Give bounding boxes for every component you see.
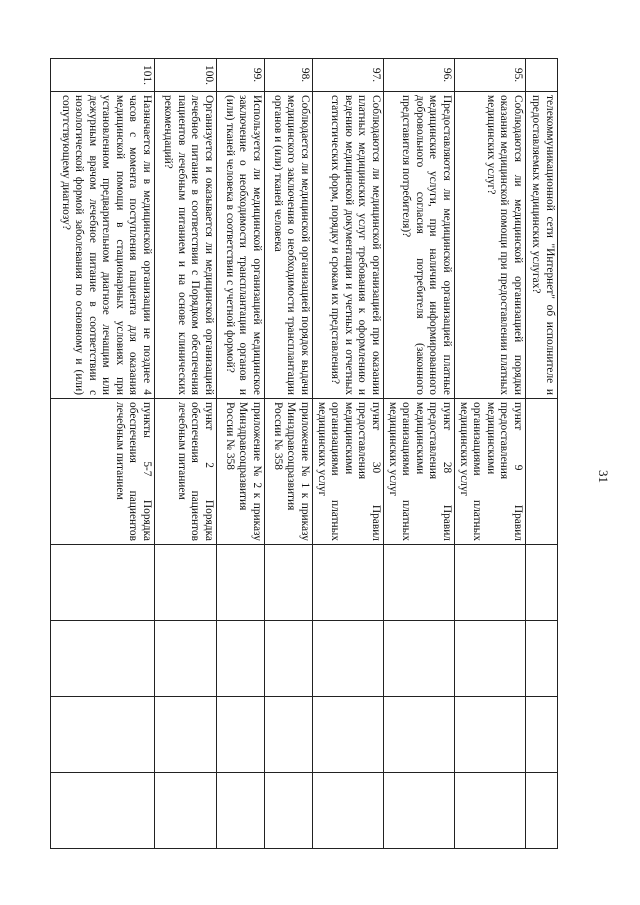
answer-cell: [51, 545, 155, 621]
answer-cell: [384, 773, 455, 849]
answer-cell: [313, 773, 384, 849]
row-number: 100.: [155, 59, 217, 92]
answer-cell: [526, 545, 558, 621]
answer-cell: [313, 697, 384, 773]
row-number: 99.: [217, 59, 265, 92]
row-reference: приложение № 1 к приказу Минздравсоцразвития России № 358: [265, 399, 313, 545]
row-number: 101.: [51, 59, 155, 92]
row-number: [526, 59, 558, 92]
row-reference: пункт 2 Порядка обеспечения пациентов лечебным питанием: [155, 399, 217, 545]
answer-cell: [455, 621, 526, 697]
table-row: [526, 59, 558, 849]
row-question: Назначается ли в медицинской организации не позднее 4 часов с момента поступления пациента для оказания медицинской помощи в стационарных условиях при установленном предварительном диагнозе лечащим или дежурным врачом лечебное питание в соответствии с нозологической формой заболевания по основному и (или) сопутствующему диагнозу?: [51, 92, 155, 399]
answer-cell: [51, 621, 155, 697]
checklist-table-rotated: [59, 58, 558, 848]
answer-cell: [384, 697, 455, 773]
answer-cell: [313, 545, 384, 621]
answer-cell: [155, 621, 217, 697]
answer-cell: [526, 773, 558, 849]
table-row: [313, 59, 384, 849]
answer-cell: [51, 773, 155, 849]
table-row: [155, 59, 217, 849]
row-question: Организуется и оказывается ли медицинской организацией лечебное питание в соответствии с Порядком обеспечения пациентов лечебным питанием и на основе клинических рекомендаций?: [155, 92, 217, 399]
answer-cell: [455, 697, 526, 773]
row-number: 97.: [313, 59, 384, 92]
row-reference: пункт 9 Правил предоставления медицинскими организациями платных медицинских услуг: [455, 399, 526, 545]
row-number: 98.: [265, 59, 313, 92]
row-question: Соблюдается ли медицинской организацией порядок выдачи медицинского заключения о необходимости трансплантации органов и (или) тканей человека: [265, 92, 313, 399]
table-row: [455, 59, 526, 849]
row-reference: [526, 399, 558, 545]
answer-cell: [455, 773, 526, 849]
table-row: [384, 59, 455, 849]
answer-cell: [217, 621, 265, 697]
row-reference: пункт 28 Правил предоставления медицинскими организациями платных медицинских услуг: [384, 399, 455, 545]
answer-cell: [265, 697, 313, 773]
row-question: Используется ли медицинской организацией медицинское заключение о необходимости трансплантации органов и (или) тканей человека в соответствии с учетной формой?: [217, 92, 265, 399]
row-reference: приложение № 2 к приказу Минздравсоцразвития России № 358: [217, 399, 265, 545]
answer-cell: [384, 621, 455, 697]
row-question: Соблюдаются ли медицинской организацией порядки оказания медицинской помощи при предоставлении платных медицинских услуг?: [455, 92, 526, 399]
answer-cell: [526, 621, 558, 697]
answer-cell: [526, 697, 558, 773]
answer-cell: [217, 697, 265, 773]
answer-cell: [217, 773, 265, 849]
page-number: 31: [596, 470, 611, 483]
checklist-table: [50, 58, 558, 849]
row-number: 95.: [455, 59, 526, 92]
answer-cell: [155, 545, 217, 621]
answer-cell: [155, 773, 217, 849]
row-reference: пункты 5-7 Порядка обеспечения пациентов лечебным питанием: [51, 399, 155, 545]
table-row: [51, 59, 155, 849]
row-number: 96.: [384, 59, 455, 92]
answer-cell: [51, 697, 155, 773]
answer-cell: [265, 621, 313, 697]
table-row: [265, 59, 313, 849]
answer-cell: [265, 773, 313, 849]
answer-cell: [455, 545, 526, 621]
answer-cell: [313, 621, 384, 697]
answer-cell: [217, 545, 265, 621]
table-row: [217, 59, 265, 849]
row-question: телекоммуникационной сети "Интернет" об исполнителе и предоставляемых медицинских услугах?: [526, 92, 558, 399]
row-question: Предоставляются ли медицинской организацией платные медицинские услуги, при наличии информированного добровольного согласия потребителя (законного представителя потребителя)?: [384, 92, 455, 399]
row-reference: пункт 30 Правил предоставления медицинскими организациями платных медицинских услуг: [313, 399, 384, 545]
answer-cell: [384, 545, 455, 621]
answer-cell: [265, 545, 313, 621]
answer-cell: [155, 697, 217, 773]
row-question: Соблюдаются ли медицинской организацией при оказании платных медицинских услуг требования к оформлению и ведению медицинской документации и учетных и отчетных статистических форм, порядку и срокам их представления?: [313, 92, 384, 399]
